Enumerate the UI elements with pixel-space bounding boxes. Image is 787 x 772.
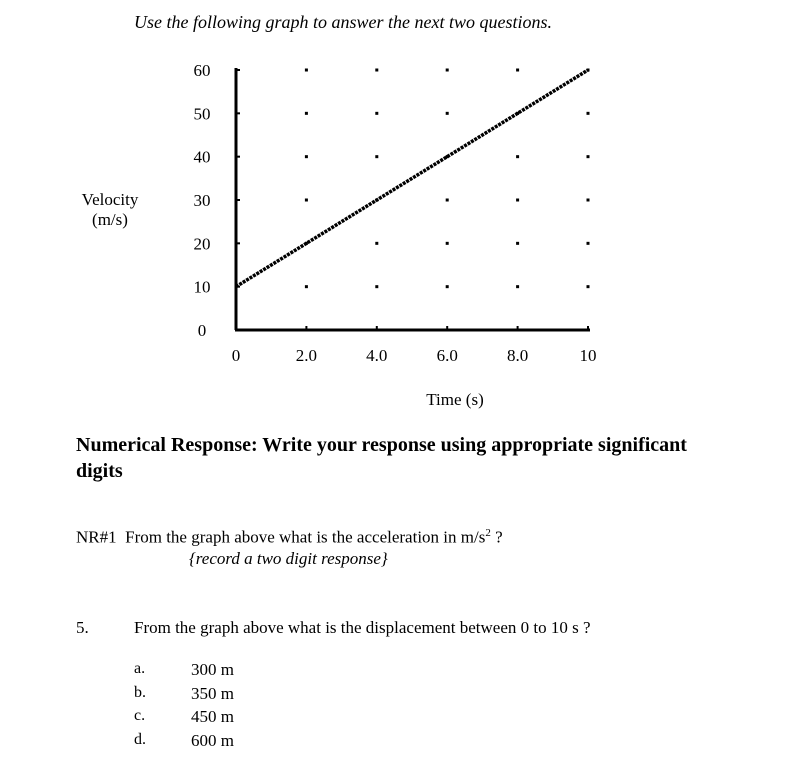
option-d-letter: d.: [134, 731, 146, 748]
intro-instruction: Use the following graph to answer the next two questions.: [134, 12, 552, 32]
grid-dot: [375, 242, 378, 245]
grid-dot: [305, 155, 308, 158]
grid-dot: [375, 112, 378, 115]
nr-text: From the graph above what is the acceleration in m/s: [125, 527, 486, 547]
grid-dot: [375, 285, 378, 288]
grid-dot: [516, 285, 519, 288]
grid-dot: [446, 112, 449, 115]
y-axis-label-line2: (m/s): [92, 210, 128, 229]
option-b-letter: b.: [134, 684, 146, 701]
x-tick-label: 10: [579, 346, 597, 365]
grid-dot: [587, 199, 590, 202]
x-tick-label: 6.0: [436, 346, 458, 365]
question-text: From the graph above what is the displacement between 0 to 10 s ?: [134, 618, 591, 637]
grid-dot: [587, 285, 590, 288]
grid-dot: [446, 69, 449, 72]
option-d-value: 600 m: [191, 731, 234, 750]
y-axis-label-line1: Velocity: [81, 190, 139, 209]
option-c-value: 450 m: [191, 707, 234, 726]
y-tick-label: 40: [193, 147, 211, 167]
x-axis-label: Time (s): [426, 390, 484, 409]
grid-dot: [446, 199, 449, 202]
y-tick-label: 50: [193, 104, 211, 124]
grid-dot: [375, 69, 378, 72]
x-tick-label: 0: [231, 346, 241, 365]
section-heading: Numerical Response: Write your response using appropriate significant digits: [76, 434, 687, 482]
grid-dot: [587, 155, 590, 158]
grid-dot: [446, 285, 449, 288]
x-tick-label: 4.0: [366, 346, 388, 365]
grid-dot: [587, 242, 590, 245]
grid-dot: [516, 199, 519, 202]
nr-question: [76, 527, 503, 548]
option-a-letter: a.: [134, 660, 146, 677]
grid-dot: [375, 155, 378, 158]
nr-text-end: ?: [490, 527, 503, 547]
grid-dot: [516, 69, 519, 72]
grid-dot: [305, 199, 308, 202]
y-tick-label: 60: [193, 61, 211, 80]
y-tick-label: 30: [193, 191, 211, 210]
grid-dot: [587, 112, 590, 115]
y-tick-label: 20: [193, 234, 211, 254]
grid-dot: [516, 155, 519, 158]
option-b-value: 350 m: [191, 684, 234, 703]
x-tick-label: 8.0: [506, 346, 529, 365]
grid-dot: [305, 285, 308, 288]
x-tick-label: 2.0: [295, 346, 318, 365]
y-tick-label: 0: [197, 321, 207, 340]
nr-hint: {record a two digit response}: [189, 549, 388, 568]
nr-label: NR#1: [76, 527, 117, 547]
question-number: 5.: [76, 618, 89, 637]
grid-dot: [516, 242, 519, 245]
option-c-letter: c.: [134, 707, 146, 724]
y-tick-label: 10: [193, 277, 211, 297]
nr-superscript: 2: [485, 527, 491, 539]
grid-dot: [305, 112, 308, 115]
grid-dot: [446, 242, 449, 245]
option-a-value: 300 m: [191, 660, 234, 679]
grid-dot: [305, 69, 308, 72]
velocity-line: [236, 70, 588, 287]
